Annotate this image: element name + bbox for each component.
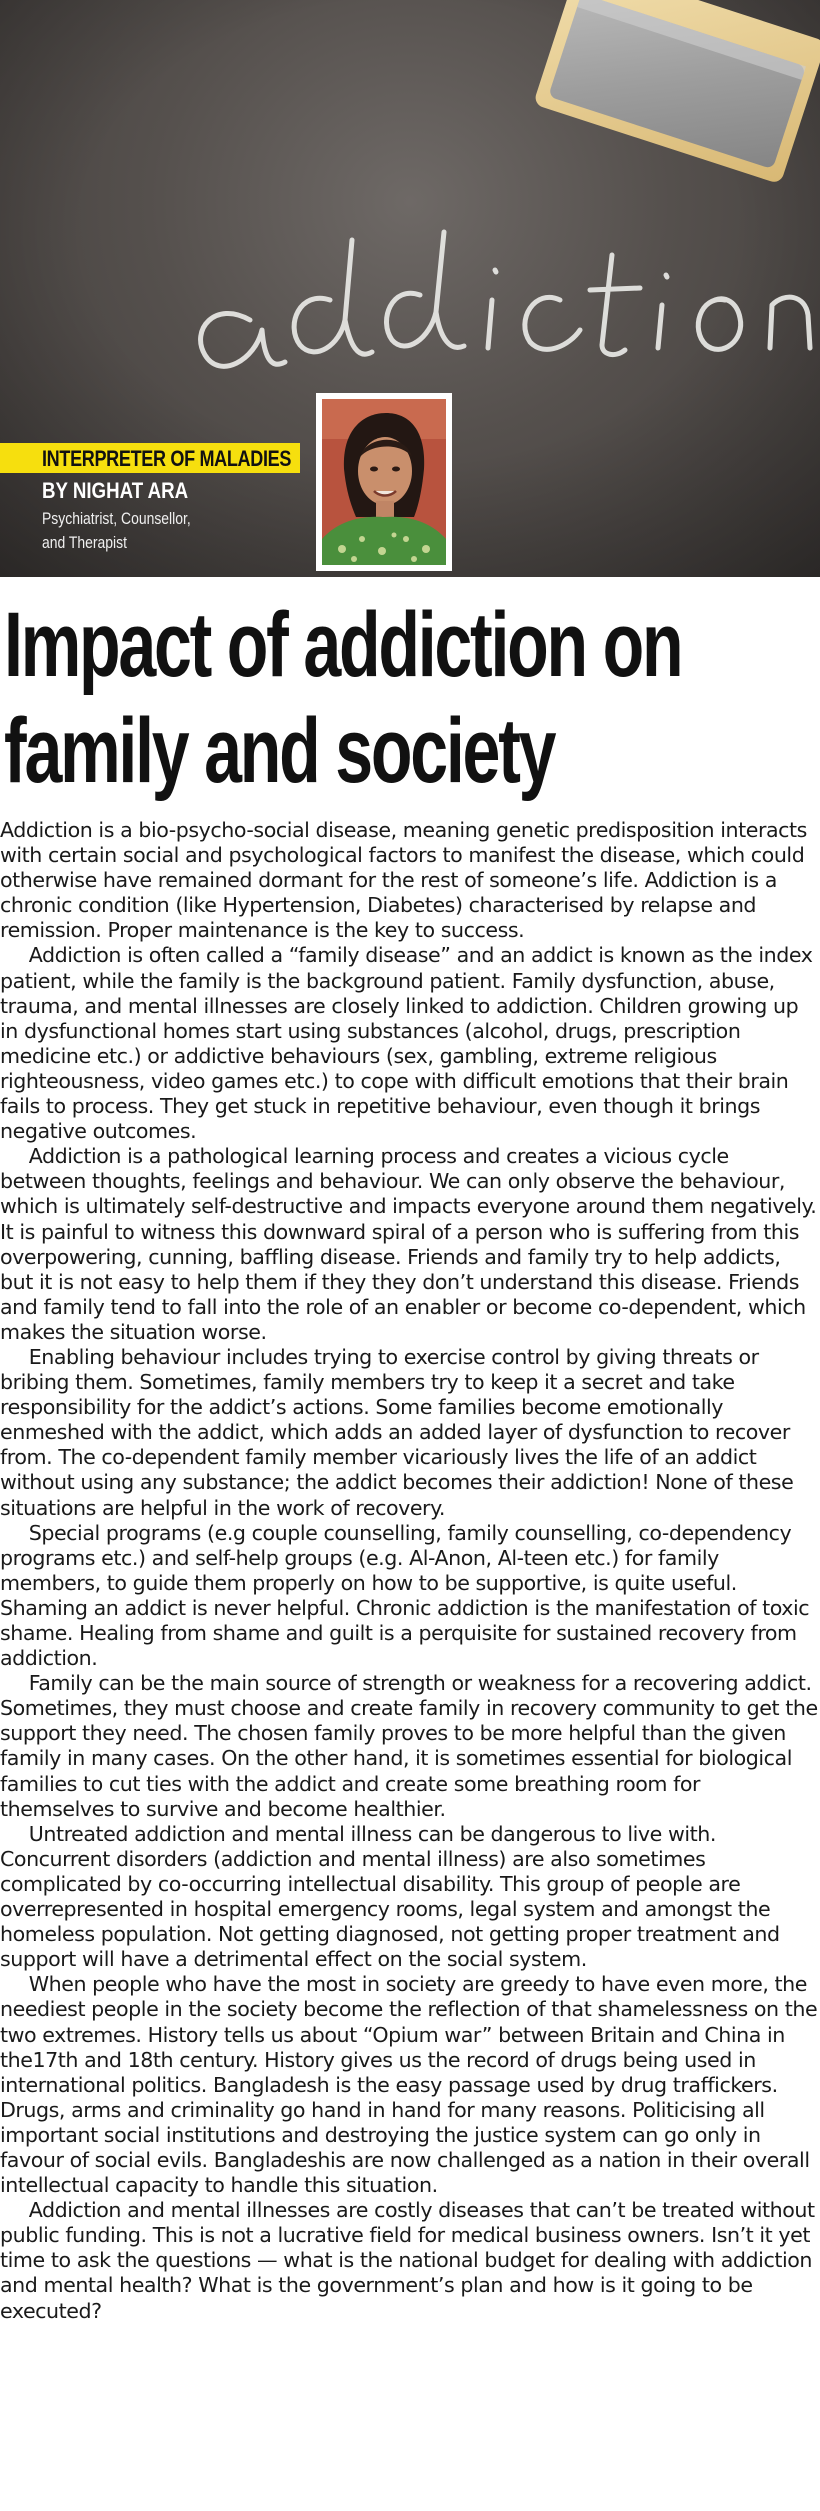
headline-line-1: Impact of addiction on (4, 594, 682, 696)
paragraph: Family can be the main source of strength or weakness for a recovering addict. Sometimes, they must choose and create family in recovery community to get the support they need. The chosen family proves to be more helpful than the given family in many cases. On the other hand, it is sometimes essential for biological families to cut ties with the addict and create some breathing room for themselves to survive and become healthier. (0, 1671, 818, 1821)
paragraph: Addiction and mental illnesses are costly diseases that can’t be treated without public funding. This is not a lucrative field for medical business owners. Isn’t it yet time to ask the questions — what is the national budget for dealing with addiction and mental health? What is the government’s plan and how is it going to be executed? (0, 2198, 815, 2323)
paragraph: When people who have the most in society are greedy to have even more, the neediest people in the society become the reflection of that shamelessness on the two extremes. History tells us about “Opium war” between Britain and China in the17th and 18th century. History gives us the record of drugs being used in international politics. Bangladesh is the easy passage used by drug traffickers. Drugs, arms and criminality go hand in hand for many reasons. Politicising all important social institutions and destroying the justice system can go only in favour of social evils. Bangladeshis are now challenged as a nation in their overall intellectual capacity to handle this situation. (0, 1972, 818, 2198)
paragraph: Addiction is a bio-psycho-social disease, meaning genetic predisposition interacts with certain social and psychological factors to manifest the disease, which could otherwise have remained dormant for the rest of someone’s life. Addiction is a chronic condition (like Hypertension, Diabetes) characterised by relapse and remission. Proper maintenance is the key to success. (0, 818, 807, 943)
author-photo-frame (316, 393, 452, 571)
byline: BY NIGHAT ARA (42, 478, 189, 503)
paragraph: Untreated addiction and mental illness can be dangerous to live with. Concurrent disorders (addiction and mental illness) are also sometimes complicated by co-occurring intellectual disability. This group of people are overrepresented in hospital emergency rooms, legal system and amongst the homeless population. Not getting diagnosed, not getting proper treatment and support will have a detrimental effect on the social system. (0, 1821, 780, 1972)
column-name: INTERPRETER OF MALADIES (42, 446, 292, 471)
author-role-cont: and Therapist (42, 533, 127, 552)
hero-image (0, 0, 820, 577)
author-portrait (322, 399, 446, 565)
article-body (0, 818, 818, 2324)
author-role: Psychiatrist, Counsellor, (42, 509, 191, 528)
column-tag (0, 443, 300, 473)
headline (4, 592, 818, 804)
paragraph: Special programs (e.g couple counselling, family counselling, co-dependency programs etc.) and self-help groups (e.g. Al-Anon, Al-teen etc.) for family members, to guide them properly on how to be supportive, is quite useful. Shaming an addict is never helpful. Chronic addiction is the manifestation of toxic shame. Healing from shame and guilt is a perquisite for sustained recovery from addiction. (0, 1520, 810, 1671)
paragraph: Addiction is a pathological learning process and creates a vicious cycle between thoughts, feelings and behaviour. We can only observe the behaviour, which is ultimately self-destructive and impacts everyone around them negatively. It is painful to witness this downward spiral of a person who is suffering from this overpowering, cunning, baffling disease. Friends and family try to help addicts, but it is not easy to help them if they they don’t understand this disease. Friends and family tend to fall into the role of an enabler or become co-dependent, which makes the situation worse. (0, 1144, 817, 1344)
paragraph: Enabling behaviour includes trying to exercise control by giving threats or bribing them. Sometimes, family members try to keep it a secret and take responsibility for the addict’s actions. Some families become emotionally enmeshed with the addict, which adds an added layer of dysfunction to recover from. The co-dependent family member vicariously lives the life of an addict without using any substance; the addict becomes their addiction! None of these situations are helpful in the work of recovery. (0, 1344, 794, 1520)
paragraph: Addiction is often called a “family disease” and an addict is known as the index patient, while the family is the background patient. Family dysfunction, abuse, trauma, and mental illnesses are closely linked to addiction. Children growing up in dysfunctional homes start using substances (alcohol, drugs, prescription medicine etc.) or addictive behaviours (sex, gambling, extreme religious righteousness, video games etc.) to cope with difficult emotions that their brain fails to process. They get stuck in repetitive behaviour, even though it brings negative outcomes. (0, 943, 813, 1144)
headline-line-2: family and society (4, 700, 555, 802)
